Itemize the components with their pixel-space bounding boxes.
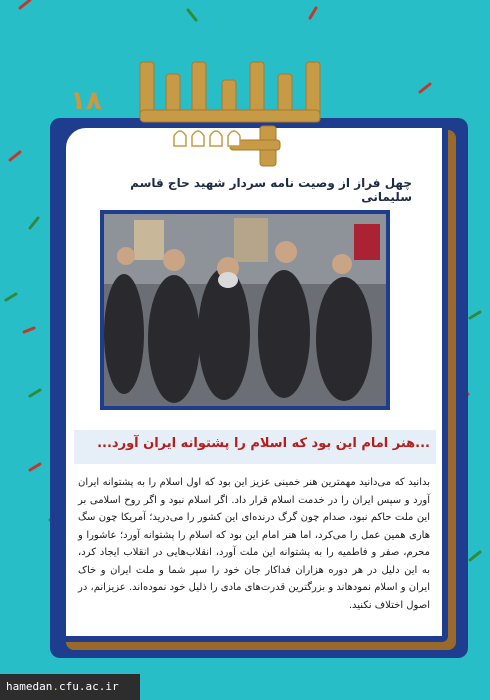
photo: [100, 210, 390, 410]
footer-site-label: [0, 674, 140, 700]
headline: ...هنر امام این بود که اسلام را پشتوانه ایران آورد...: [97, 436, 430, 451]
subtitle: چهل فراز از وصیت نامه سردار شهید حاج قاسم سلیمانی: [130, 176, 412, 204]
footer-domain: cfu.ac.ir: [58, 680, 119, 693]
body-text: بدانید که می‌دانید مهمترین هنر خمینی عزیز این بود که اول اسلام را به پشتوانه ایران آورد و سپس ایران را در خدمت اسلام قرار داد. اگر اسلام نبود و اگر روح اسلامی بر این ملت حاکم نبود، صدام چون گرگ درنده‌ای این کشور را می‌درید؛ آمریکا چون سگ هاری همین عمل را می‌کرد، اما هنر امام این بود که اسلام را پشتوانه آورد؛ عاشورا و محرم، صفر و فاطمیه را به پشتوانه این ملت آورد، انقلاب‌هایی در انقلاب ایجاد کرد، به این دلیل در هر دوره هزاران فداکار جان خود را سپر شما و ملت ایران و خاک ایران و اسلام نمودهاند و بزرگترین قدرت‌های مادی را ذلیل خود نموده‌اند. عزیزانم، در اصول اختلاف نکنید.: [78, 477, 430, 611]
brand-logo: [110, 40, 370, 170]
footer-site: hamedan: [6, 680, 53, 693]
calligraphy-logo-icon: [110, 40, 370, 170]
crowd-photo-image: [104, 214, 386, 406]
footer-dot: .: [52, 680, 59, 693]
brand-number: ۱۸: [70, 86, 102, 116]
